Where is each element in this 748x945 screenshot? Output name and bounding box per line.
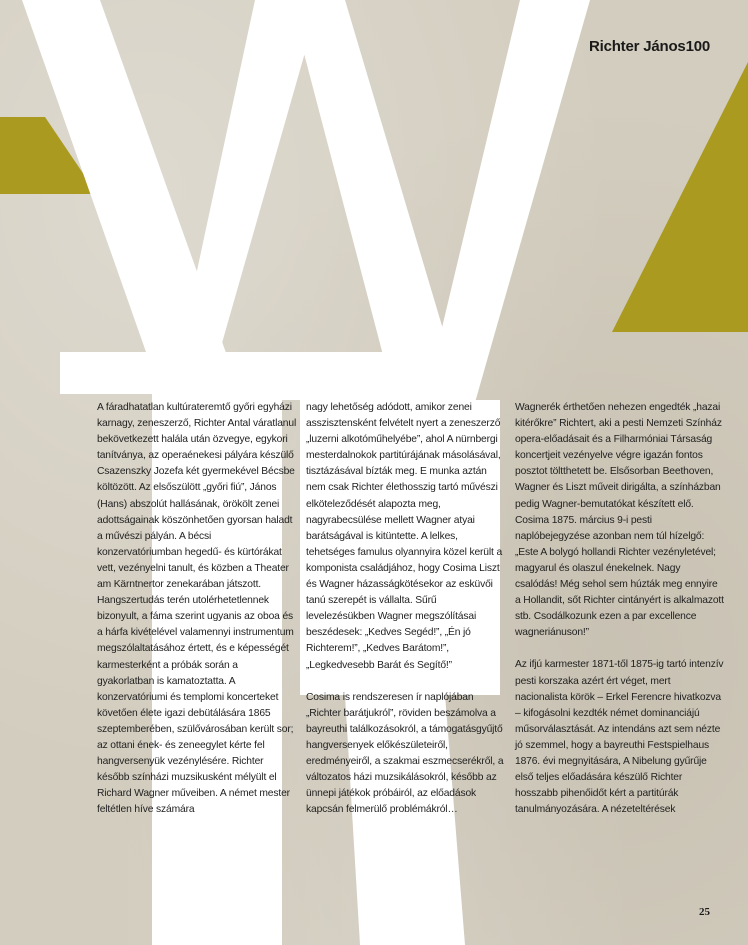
right-accent-triangle xyxy=(612,62,748,332)
text-column-1 xyxy=(97,400,297,818)
text-column-3 xyxy=(515,400,725,818)
running-header: Richter János100 xyxy=(588,38,710,55)
paragraph: Cosima is rendszeresen ír naplójában „Richter barátjukról”, röviden beszámolva a bayreuthi találkozásokról, a támogatásgyűjtő hangversenyek előkészületeiről, eredményeiről, a szakmai eszmecserékről, a változatos házi muzsikálásokról, később az ünnepi játékok próbáiról, az előadások kapcsán felmerülő problémákról… xyxy=(306,691,504,816)
page-number: 25 xyxy=(699,906,710,918)
paragraph: A fáradhatatlan kultúrateremtő győri egyházi karnagy, zeneszerző, Richter Antal váratlanul bekövetkezett halála után özvegye, egykori tanítványa, az operaénekesi pályára készülő Csazenszky Jozefa két gyermekével Bécsbe költözött. Az elsőszülött „győri fiú”, János (Hans) abszolút hallásának, örökölt zenei adottságainak köszönhetően gyorsan haladt a művészi pályán. A bécsi konzervatóriumban hegedű- és kürtórákat vett, vezényelni tanult, és közben a Theater am Kärntnertor zenekarában játszott. Hangszertudás terén utolérhetetlennek bizonyult, a fáma szerint ugyanis az oboa és a hárfa kivételével valamennyi instrumentum megszólaltatásához értett, és e képességét karmesterként a próbák során a gyakorlatban is kamatoztatta. A konzervatóriumi és templomi koncerteket követően élete igazi debütálására 1865 szeptemberében, szülővárosában került sor; az ottani ének- és zeneegylet kérte fel hangversenyük vezénylésére. Richter később színházi muzsikusként mélyült el Richard Wagner műveiben. A német mester feltétlen híve számára xyxy=(97,402,297,816)
paragraph: nagy lehetőség adódott, amikor zenei asszisztensként felvételt nyert a zeneszerző „luzerni alkotóműhelyébe”, ahol A nürnbergi mesterdalnokok partitúrájának másolásával, tisztázásával bízták meg. E munka aztán nem csak Richter élethosszig tartó művészi elköteleződését alapozta meg, nagyrabecsülése mellett Wagner atyai barátságával is kitüntette. A lelkes, tehetséges famulus olyannyira közel került a komponista családjához, hogy Cosima Liszt és Wagner házasságkötésekor az esküvői tanú szerepét is vállalta. Sűrű levelezésükben Wagner megszólításai beszédesek: „Kedves Segéd!”, „Én jó Richterem!”, „Kedves Barátom!”, „Legkedvesebb Barát és Segítő!” xyxy=(306,402,503,671)
paragraph: Az ifjú karmester 1871-től 1875-ig tartó intenzív pesti korszaka azért ért véget, mert nacionalista körök – Erkel Ferencre hivatkozva – kifogásolni kezdték német dominanciájú műsorválasztását. Az intendáns azt sem nézte jó szemmel, hogy a bayreuthi Festspielhaus 1876. évi megnyitására, A Nibelung gyűrűje első teljes előadására készülő Richter hosszabb pihenőidőt kért a partitúrák tanulmányozására. A nézeteltérések xyxy=(515,659,724,816)
paragraph: Wagnerék érthetően nehezen engedték „hazai kitérőkre” Richtert, aki a pesti Nemzeti Színház opera-előadásait és a Filharmóniai Társaság koncertjeit vezényelve végre igazán fontos posztot töltthetett be. Elsősorban Beethoven, Wagner és Liszt műveit dirigálta, a színházban pedig Wagner-bemutatókat készített elő. Cosima 1875. március 9-i pesti naplóbejegyzése azonban nem túl hízelgő: „Este A bolygó hollandi Richter vezényletével; magyarul és olaszul énekelnek. Nagy csalódás! Még sehol sem húzták meg ennyire a Hollandit, sőt Richter cintányért is alkalmazott stb. Csodálkozunk ezen a par excellence wagneriánuson!” xyxy=(515,402,724,639)
text-column-2 xyxy=(306,400,506,818)
